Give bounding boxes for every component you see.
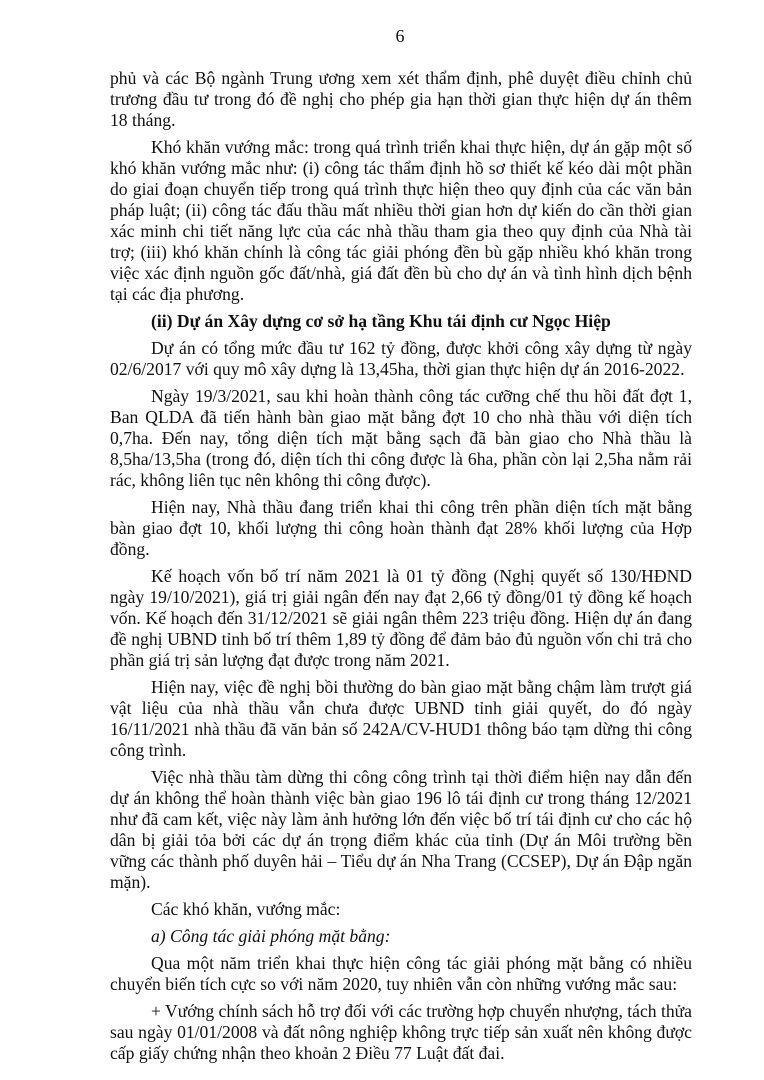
subsection-heading: a) Công tác giải phóng mặt bằng: (151, 926, 391, 946)
paragraph-capital-plan: Kế hoạch vốn bố trí năm 2021 là 01 tỷ đồng (Nghị quyết số 130/HĐND ngày 19/10/2021), giá trị giải ngân đến nay đạt 2,66 tỷ đồng/01 tỷ đồng kế hoạch vốn. Kế hoạch đến 31/12/2021 sẽ giải ngân thêm 223 triệu đồng. Hiện dự án đang đề nghị UBND tỉnh bố trí thêm 1,89 tỷ đồng để đảm bảo đủ nguồn vốn chi trả cho phần giá trị sản lượng đạt được trong năm 2021. (110, 566, 692, 670)
paragraph-investment: Dự án có tổng mức đầu tư 162 tỷ đồng, được khởi công xây dựng từ ngày 02/6/2017 với quy mô xây dựng là 13,45ha, thời gian thực hiện dự án 2016-2022. (110, 338, 692, 379)
paragraph-compensation: Hiện nay, việc đề nghị bồi thường do bàn giao mặt bằng chậm làm trượt giá vật liệu của nhà thầu vẫn chưa được UBND tỉnh giải quyết, do đó ngày 16/11/2021 nhà thầu đã văn bản số 242A/CV-HUD1 thông báo tạm dừng thi công công trình. (110, 677, 692, 760)
paragraph-site-clearance: Qua một năm triển khai thực hiện công tác giải phóng mặt bằng có nhiều chuyển biến tích cực so với năm 2020, tuy nhiên vẫn còn những vướng mắc sau: (110, 953, 692, 994)
paragraph-policy-issue: + Vướng chính sách hỗ trợ đối với các trường hợp chuyển nhượng, tách thửa sau ngày 01/01/2008 và đất nông nghiệp không trực tiếp sản xuất nên không được cấp giấy chứng nhận theo khoản 2 Điều 77 Luật đất đai. (110, 1001, 692, 1063)
page-number: 6 (395, 26, 405, 46)
paragraph-progress: Hiện nay, Nhà thầu đang triển khai thi công trên phần diện tích mặt bằng bàn giao đợt 10, khối lượng thi công hoàn thành đạt 28% khối lượng của Hợp đồng. (110, 497, 692, 559)
paragraph-handover: Ngày 19/3/2021, sau khi hoàn thành công tác cưỡng chế thu hồi đất đợt 1, Ban QLDA đã tiến hành bàn giao mặt bằng đợt 10 cho nhà thầu với diện tích 0,7ha. Đến nay, tổng diện tích mặt bằng sạch đã bàn giao cho Nhà thầu là 8,5ha/13,5ha (trong đó, diện tích thi công được là 6ha, phần còn lại 2,5ha nằm rải rác, không liên tục nên không thi công được). (110, 386, 692, 490)
section-heading: (ii) Dự án Xây dựng cơ sở hạ tầng Khu tái định cư Ngọc Hiệp (151, 311, 611, 331)
paragraph-continuation: phủ và các Bộ ngành Trung ương xem xét thẩm định, phê duyệt điều chỉnh chủ trương đầu tư trong đó đề nghị cho phép gia hạn thời gian thực hiện dự án thêm 18 tháng. (110, 68, 692, 130)
paragraph-difficulties-intro: Các khó khăn, vướng mắc: (151, 899, 341, 919)
paragraph-suspension-impact: Việc nhà thầu tàm dừng thi công công trình tại thời điểm hiện nay dẫn đến dự án không thể hoàn thành việc bàn giao 196 lô tái định cư trong tháng 12/2021 như đã cam kết, việc này làm ảnh hưởng lớn đến việc bố trí tái định cư cho các hộ dân bị giải tỏa bởi các dự án trọng điểm khác của tỉnh (Dự án Môi trường bền vững các thành phố duyên hải – Tiểu dự án Nha Trang (CCSEP), Dự án Đập ngăn mặn). (110, 767, 692, 892)
paragraph-difficulties: Khó khăn vướng mắc: trong quá trình triển khai thực hiện, dự án gặp một số khó khăn vướng mắc như: (i) công tác thẩm định hồ sơ thiết kế kéo dài một phần do giai đoạn chuyển tiếp trong quá trình thực hiện theo quy định của các văn bản pháp luật; (ii) công tác đấu thầu mất nhiều thời gian hơn dự kiến do cần thời gian xác minh chi tiết năng lực của các nhà thầu tham gia theo quy định của Nhà tài trợ; (iii) khó khăn chính là công tác giải phóng đền bù gặp nhiều khó khăn trong việc xác định nguồn gốc đất/nhà, giá đất đền bù cho dự án và tình hình dịch bệnh tại các địa phương. (110, 137, 692, 304)
document-body (110, 68, 692, 1070)
